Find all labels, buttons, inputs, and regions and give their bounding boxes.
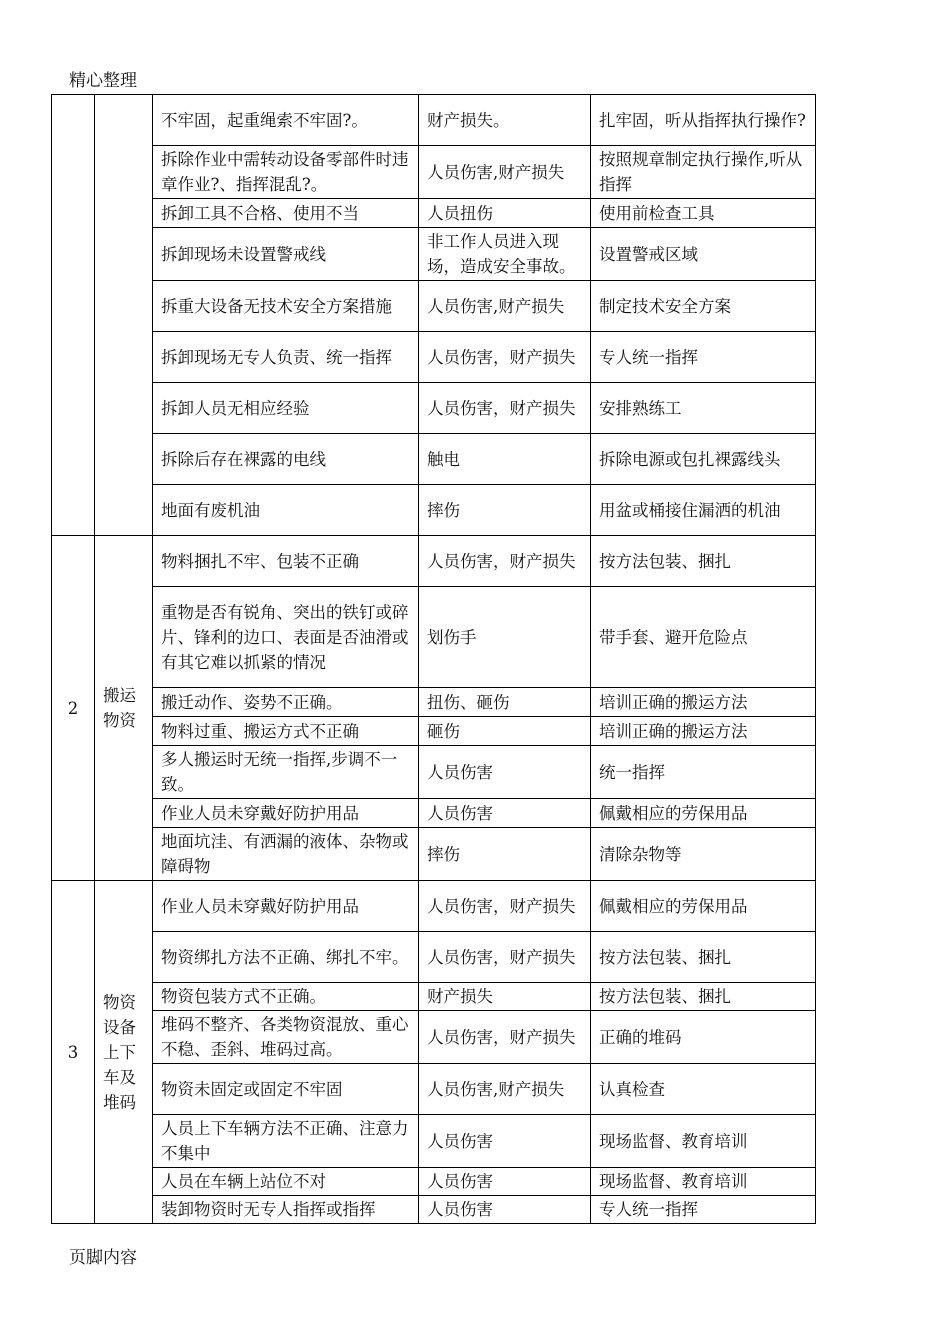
measure-cell: 按方法包装、捆扎 (591, 536, 816, 587)
table-row (52, 1196, 816, 1224)
page-header: 精心整理 (69, 71, 137, 91)
measure-cell: 按方法包装、捆扎 (591, 983, 816, 1011)
table-row (52, 146, 816, 199)
measure-cell: 专人统一指挥 (591, 332, 816, 383)
hazard-cell: 作业人员未穿戴好防护用品 (153, 799, 419, 828)
table-row (52, 281, 816, 332)
group-number (52, 95, 95, 536)
consequence-cell: 人员伤害 (419, 746, 591, 799)
consequence-cell: 摔伤 (419, 485, 591, 536)
hazard-cell: 地面有废机油 (153, 485, 419, 536)
table-row (52, 95, 816, 146)
table-row (52, 1064, 816, 1115)
hazard-cell: 物资绑扎方法不正确、绑扎不牢。 (153, 932, 419, 983)
group-task (95, 95, 153, 536)
table-row (52, 332, 816, 383)
measure-cell: 按方法包装、捆扎 (591, 932, 816, 983)
consequence-cell: 人员伤害 (419, 1196, 591, 1224)
measure-cell: 专人统一指挥 (591, 1196, 816, 1224)
consequence-cell: 人员伤害,财产损失 (419, 146, 591, 199)
table-row (52, 828, 816, 881)
table-row (52, 746, 816, 799)
consequence-cell: 扭伤、砸伤 (419, 688, 591, 717)
consequence-cell: 人员伤害 (419, 1168, 591, 1196)
group-number: 2 (52, 536, 95, 881)
consequence-cell: 人员伤害，财产损失 (419, 332, 591, 383)
hazard-cell: 作业人员未穿戴好防护用品 (153, 881, 419, 932)
consequence-cell: 财产损失 (419, 983, 591, 1011)
consequence-cell: 人员伤害，财产损失 (419, 881, 591, 932)
hazard-cell: 物料过重、搬运方式不正确 (153, 717, 419, 746)
hazard-cell: 堆码不整齐、各类物资混放、重心不稳、歪斜、堆码过高。 (153, 1011, 419, 1064)
table-row (52, 983, 816, 1011)
table-row (52, 199, 816, 228)
measure-cell: 培训正确的搬运方法 (591, 688, 816, 717)
table-row (52, 717, 816, 746)
hazard-cell: 拆卸人员无相应经验 (153, 383, 419, 434)
table-row (52, 932, 816, 983)
measure-cell: 佩戴相应的劳保用品 (591, 881, 816, 932)
consequence-cell: 划伤手 (419, 587, 591, 688)
table-row (52, 228, 816, 281)
table-row (52, 383, 816, 434)
table-row (52, 1168, 816, 1196)
measure-cell: 清除杂物等 (591, 828, 816, 881)
hazard-cell: 地面坑洼、有洒漏的液体、杂物或障碍物 (153, 828, 419, 881)
hazard-cell: 拆卸现场无专人负责、统一指挥 (153, 332, 419, 383)
measure-cell: 设置警戒区域 (591, 228, 816, 281)
consequence-cell: 人员伤害 (419, 799, 591, 828)
consequence-cell: 人员伤害，财产损失 (419, 383, 591, 434)
hazard-cell: 物料捆扎不牢、包装不正确 (153, 536, 419, 587)
page-footer: 页脚内容 (69, 1248, 137, 1268)
group-task: 搬运物资 (95, 536, 153, 881)
hazard-cell: 拆卸现场未设置警戒线 (153, 228, 419, 281)
hazard-cell: 人员上下车辆方法不正确、注意力不集中 (153, 1115, 419, 1168)
measure-cell: 按照规章制定执行操作,听从指挥 (591, 146, 816, 199)
risk-table (51, 94, 816, 1224)
hazard-cell: 装卸物资时无专人指挥或指挥 (153, 1196, 419, 1224)
consequence-cell: 非工作人员进入现场，造成安全事故。 (419, 228, 591, 281)
consequence-cell: 人员伤害 (419, 1115, 591, 1168)
hazard-cell: 拆重大设备无技术安全方案措施 (153, 281, 419, 332)
measure-cell: 认真检查 (591, 1064, 816, 1115)
table-row (52, 688, 816, 717)
consequence-cell: 财产损失。 (419, 95, 591, 146)
table-row (52, 434, 816, 485)
table-row (52, 587, 816, 688)
measure-cell: 正确的堆码 (591, 1011, 816, 1064)
measure-cell: 制定技术安全方案 (591, 281, 816, 332)
table-row (52, 1115, 816, 1168)
consequence-cell: 人员伤害,财产损失 (419, 1064, 591, 1115)
consequence-cell: 摔伤 (419, 828, 591, 881)
group-number: 3 (52, 881, 95, 1224)
table-row (52, 485, 816, 536)
measure-cell: 用盆或桶接住漏洒的机油 (591, 485, 816, 536)
hazard-cell: 拆卸工具不合格、使用不当 (153, 199, 419, 228)
measure-cell: 带手套、避开危险点 (591, 587, 816, 688)
hazard-cell: 物资未固定或固定不牢固 (153, 1064, 419, 1115)
measure-cell: 拆除电源或包扎裸露线头 (591, 434, 816, 485)
measure-cell: 扎牢固，听从指挥执行操作? (591, 95, 816, 146)
consequence-cell: 人员伤害，财产损失 (419, 932, 591, 983)
measure-cell: 现场监督、教育培训 (591, 1115, 816, 1168)
measure-cell: 佩戴相应的劳保用品 (591, 799, 816, 828)
hazard-cell: 多人搬运时无统一指挥,步调不一致。 (153, 746, 419, 799)
hazard-cell: 物资包装方式不正确。 (153, 983, 419, 1011)
consequence-cell: 触电 (419, 434, 591, 485)
group-task: 物资设备上下车及堆码 (95, 881, 153, 1224)
measure-cell: 安排熟练工 (591, 383, 816, 434)
consequence-cell: 人员扭伤 (419, 199, 591, 228)
consequence-cell: 人员伤害，财产损失 (419, 536, 591, 587)
table-row (52, 881, 816, 932)
table-row (52, 1011, 816, 1064)
hazard-cell: 不牢固，起重绳索不牢固?。 (153, 95, 419, 146)
hazard-cell: 人员在车辆上站位不对 (153, 1168, 419, 1196)
table-row (52, 536, 816, 587)
table-row (52, 799, 816, 828)
hazard-cell: 重物是否有锐角、突出的铁钉或碎片、锋利的边口、表面是否油滑或有其它难以抓紧的情况 (153, 587, 419, 688)
hazard-cell: 搬迁动作、姿势不正确。 (153, 688, 419, 717)
consequence-cell: 人员伤害,财产损失 (419, 281, 591, 332)
measure-cell: 现场监督、教育培训 (591, 1168, 816, 1196)
measure-cell: 统一指挥 (591, 746, 816, 799)
consequence-cell: 人员伤害，财产损失 (419, 1011, 591, 1064)
measure-cell: 使用前检查工具 (591, 199, 816, 228)
hazard-cell: 拆除作业中需转动设备零部件时违章作业?、指挥混乱?。 (153, 146, 419, 199)
hazard-cell: 拆除后存在裸露的电线 (153, 434, 419, 485)
consequence-cell: 砸伤 (419, 717, 591, 746)
measure-cell: 培训正确的搬运方法 (591, 717, 816, 746)
